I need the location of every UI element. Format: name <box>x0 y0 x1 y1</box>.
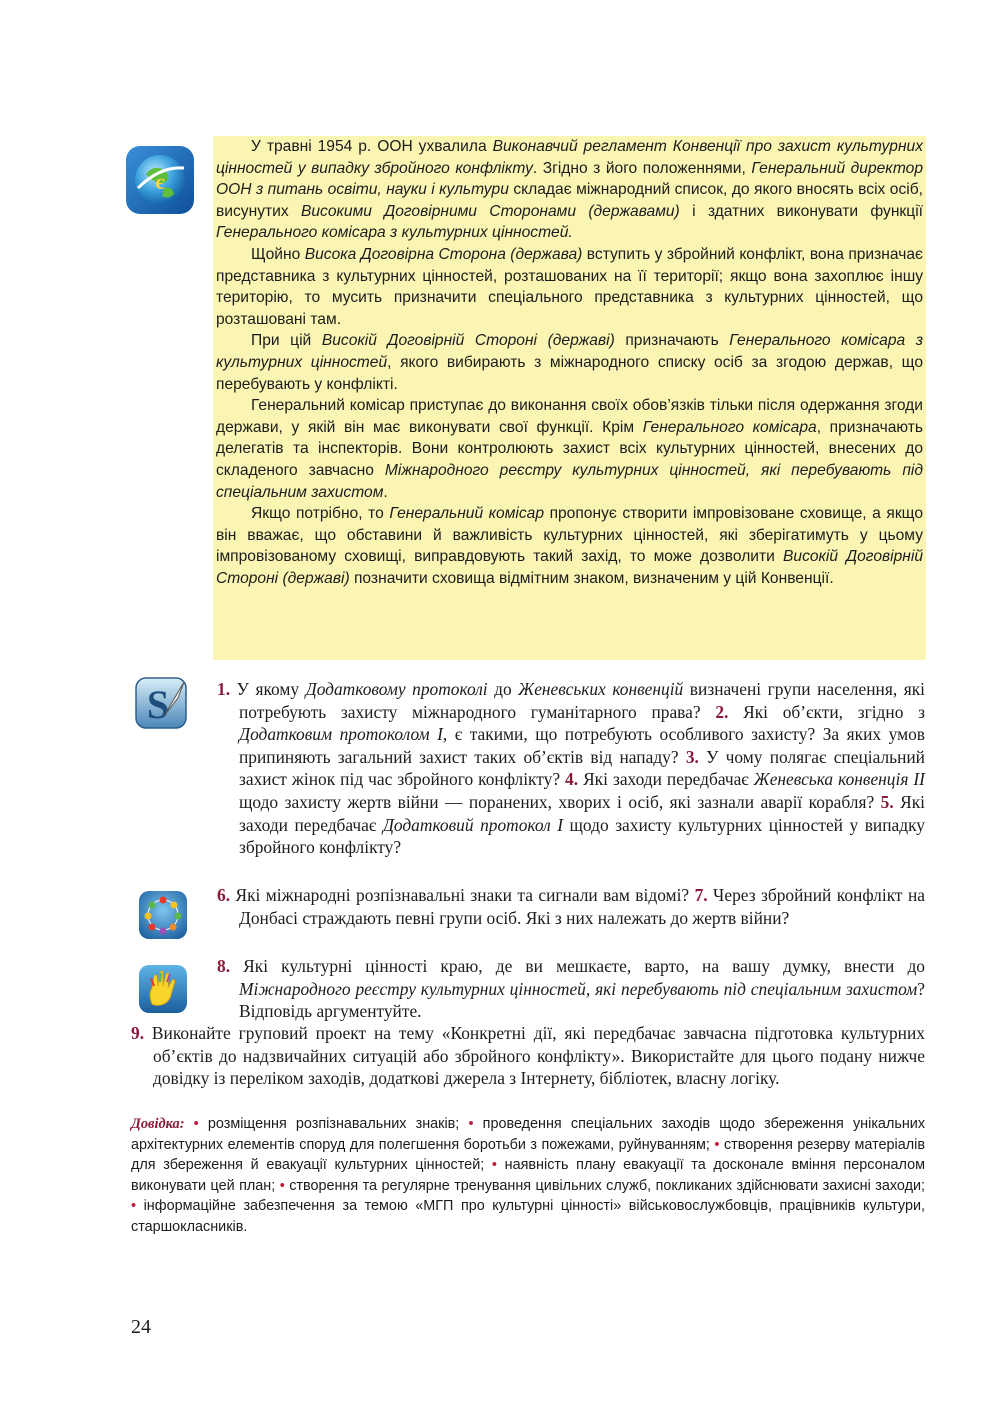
bullet: • <box>491 1157 497 1174</box>
text-segment: , є такими, що потребують особливого захисту? За яких умов припиняють загальний захист таких об’єктів від нападу? <box>239 724 925 767</box>
globe-info-icon <box>124 144 196 216</box>
info-paragraph-3 <box>216 330 923 395</box>
svg-text:є: є <box>155 169 165 194</box>
italic-term: Високими Договірними Сторонами (державами) <box>300 202 680 220</box>
italic-term: Додатковому протоколі <box>305 679 488 699</box>
questions-quill-icon <box>134 676 188 730</box>
question-group-8 <box>217 955 925 1023</box>
text-segment: позначити сховища відмітним знаком, визначеним у цій Конвенції. <box>349 569 834 587</box>
text-segment: , якого вибирають з міжнародного списку осіб за згодою держав, що перебувають у конфлікті. <box>216 353 924 393</box>
info-paragraph-1 <box>216 136 923 244</box>
question-number: 9. <box>131 1023 145 1043</box>
text-segment: вступить у збройний конфлікт, вона призначає представника з культурних цінностей, розташованих на її території; якщо вона захоплює іншу територію, то мусить призначити спеціального представника з культурних цінностей, що розташовані там. <box>216 245 923 328</box>
bullet: • <box>468 1116 474 1132</box>
questions-1-5 <box>217 678 925 859</box>
text-segment: Щойно <box>251 245 305 263</box>
text-segment: Які заходи передбачає <box>578 769 754 790</box>
text-segment: Генеральний комісар приступає до виконання своїх обов’язків тільки після одержання згоди держави, у якій він має виконувати свої функції. Крім <box>216 397 923 436</box>
italic-term: Генеральний директор ООН з питань освіти, науки і культури <box>216 159 923 199</box>
italic-term: Високій Договірній Стороні (державі) <box>216 548 923 587</box>
info-paragraph-2 <box>216 244 923 330</box>
bullet: • <box>714 1136 720 1153</box>
bullet: • <box>193 1116 199 1132</box>
questions-6-7 <box>217 884 925 929</box>
italic-term: Міжнародного реєстру культурних цінностей, які перебувають під спеціальним захистом <box>216 461 923 501</box>
text-segment: Через збройний конфлікт на Донбасі страждають певні групи осіб. Які з них належать до жертв війни? <box>239 885 925 928</box>
text-segment: пропонує створити імпровізоване сховище, а якщо він вважає, що обставини й важливість культурних цінностей, які зберігатимуть у цьому імпровізованому сховищі, виправдовують такий захід, то може дозволити <box>216 505 923 566</box>
question-8 <box>217 955 925 1023</box>
info-paragraph-5 <box>216 503 923 589</box>
text-segment: і здатних виконувати функції <box>679 202 923 220</box>
question-number: 3. <box>685 746 699 767</box>
text-segment: . <box>383 483 388 501</box>
question-number: 5. <box>880 791 894 812</box>
svg-text:S: S <box>146 682 170 727</box>
text-segment: Які заходи передбачає <box>239 791 926 835</box>
question-number: 7. <box>694 885 708 905</box>
text-segment: призначають <box>614 332 730 350</box>
reference-paragraph <box>131 1114 925 1238</box>
italic-term: Високій Договірній Стороні (державі) <box>321 332 615 350</box>
reference-item: розміщення розпізнавальних знаків; <box>207 1116 460 1132</box>
hand-creative-icon <box>138 964 188 1014</box>
group-people-icon <box>138 890 188 940</box>
italic-term: Міжнародного реєстру культурних цінностей, які перебувають під спеціальним захистом <box>239 978 918 999</box>
text-segment: до <box>487 679 519 699</box>
reference-item: проведення спеціальних заходів щодо збереження унікальних архітектурних елементів споруд для полегшення боротьби з пожежами, руйнуванням; <box>131 1116 926 1153</box>
question-number: 1. <box>217 679 231 699</box>
text-segment: ? Відповідь аргументуйте. <box>239 978 925 1022</box>
text-segment: складає міжнародний список, до якого вносять всіх осіб, висунутих <box>216 181 923 220</box>
page-number: 24 <box>131 1316 151 1338</box>
italic-term: Виконавчий регламент Конвенції про захист культурних цінностей у випадку збройного конфлікту <box>216 138 923 177</box>
italic-term: Женевська конвенція II <box>753 769 925 790</box>
text-segment: Виконайте груповий проект на тему «Конкретні дії, які передбачає завчасна підготовка культурних об’єктів до надзвичайних ситуацій або збройного конфлікту». Використайте для цього подану нижче довідку із переліком заходів, додаткові джерела з Інтернету, бібліотек, власну логіку. <box>144 1023 925 1089</box>
bullet: • <box>279 1177 285 1194</box>
text-segment: щодо захисту жертв війни — поранених, хворих і осіб, які зазнали аварії корабля? <box>239 791 881 812</box>
info-paragraph-4 <box>216 395 923 503</box>
text-segment: У травні 1954 р. ООН ухвалила <box>251 138 493 155</box>
italic-term: Додатковим протоколом I <box>239 724 443 745</box>
text-segment: При цій <box>251 332 322 350</box>
question-group-9 <box>131 1022 925 1090</box>
bullet: • <box>131 1198 137 1215</box>
info-box <box>213 136 926 660</box>
reference-label: Довідка: <box>131 1116 185 1132</box>
question-number: 8. <box>217 956 231 976</box>
reference-item: наявність плану евакуації та досконале вміння персоналом виконувати цей план; <box>131 1157 925 1194</box>
italic-term: Висока Договірна Сторона (держава) <box>304 245 583 263</box>
italic-term: Женевських конвенцій <box>518 679 684 699</box>
question-group-6 <box>217 884 925 929</box>
italic-term: Генеральний комісар <box>389 505 545 523</box>
question-number: 2. <box>715 701 729 722</box>
reference-item: створення резерву матеріалів для збереження й евакуації культурних цінностей; <box>131 1136 925 1174</box>
italic-term: Генерального комісара <box>642 418 817 436</box>
text-segment: визначені групи населення, які потребують захисту міжнародного гуманітарного права? <box>239 679 925 722</box>
reference-list <box>131 1114 925 1238</box>
text-segment: , призначають делегатів та інспекторів. Вони контролюють захист всіх культурних цінностей, внесених до складеного завчасно <box>216 418 924 479</box>
text-segment: Які культурні цінності краю, де ви мешкаєте, варто, на вашу думку, внести до <box>230 956 925 976</box>
reference-item: інформаційне забезпечення за темою «МГП про культурні цінності» військовослужбовців, працівників культури, старшокласників. <box>131 1198 925 1235</box>
text-segment: Якщо потрібно, то <box>251 505 390 523</box>
question-group-1 <box>217 678 925 859</box>
text-segment: У чому полягає спеціальний захист жінок під час збройного конфлікту? <box>239 746 925 790</box>
question-9 <box>131 1022 925 1090</box>
text-segment: Які об’єкти, згідно з <box>728 701 926 722</box>
italic-term: Генерального комісара з культурних цінностей. <box>216 224 573 242</box>
question-number: 6. <box>217 885 231 905</box>
text-segment: щодо захисту культурних цінностей у випадку збройного конфлікту? <box>239 814 925 858</box>
text-segment: Які міжнародні розпізнавальні знаки та сигнали вам відомі? <box>230 885 695 905</box>
italic-term: Генерального комісара з культурних цінностей <box>216 332 923 371</box>
reference-item: створення та регулярне тренування цивільних служб, покликаних здійснювати захисні заходи; <box>289 1177 925 1194</box>
reference-items <box>131 1116 925 1235</box>
text-segment: У якому <box>230 679 306 699</box>
text-segment: . Згідно з його положеннями, <box>532 159 752 177</box>
italic-term: Додатковий протокол I <box>382 814 564 835</box>
question-number: 4. <box>565 769 579 790</box>
